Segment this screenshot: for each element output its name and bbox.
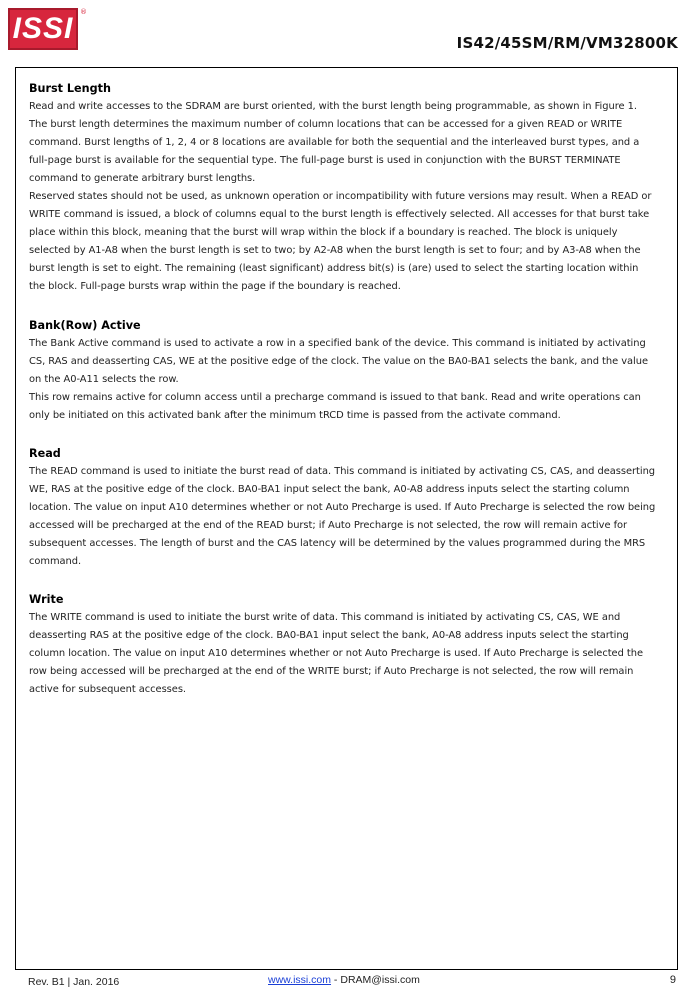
paragraph: The Bank Active command is used to activate a row in a specified bank of the device. This command is initiated by activating CS, RAS and deasserting CAS, WE at the positive edge of the clock. The value on the BA0-BA1 selects the bank, and the value on the A0-A11 selects the row.: [29, 337, 649, 385]
section-write: [29, 592, 657, 699]
footer-contact: [268, 974, 420, 986]
section-heading: Burst Length: [29, 82, 111, 95]
page-number: 9: [669, 974, 676, 986]
section-heading: Write: [29, 593, 64, 607]
website-link[interactable]: www.issi.com: [268, 974, 332, 986]
section-burst-length: [29, 81, 657, 297]
paragraph: Read and write accesses to the SDRAM are burst oriented, with the burst length being programmable, as shown in Figure 1. The burst length determines the maximum number of column locations that can be accessed for a given READ or WRITE command. Burst lengths of 1, 2, 4 or 8 locations are available for both the sequential and the interleaved burst types, and a full-page burst is available for the sequential type. The full-page burst is used in conjunction with the BURST TERMINATE command to generate arbitrary burst lengths.: [29, 101, 640, 185]
document-body: [29, 81, 657, 720]
section-heading: Bank(Row) Active: [29, 318, 141, 332]
issi-logo: [8, 8, 78, 50]
section-heading: Read: [29, 446, 61, 460]
section-read: [29, 446, 657, 571]
contact-email: DRAM@issi.com: [340, 974, 420, 986]
paragraph: This row remains active for column access until a precharge command is issued to that bank. Read and write operations can only be initiated on this activated bank after the minimum tRCD time is passed from the activate command.: [29, 391, 641, 421]
part-number-title: IS42/45SM/RM/VM32800K: [456, 34, 678, 52]
footer-separator: -: [331, 974, 341, 986]
revision-date: Rev. B1 | Jan. 2016: [28, 976, 120, 988]
section-bank-row-active: [29, 318, 657, 425]
paragraph: Reserved states should not be used, as unknown operation or incompatibility with future versions may result. When a READ or WRITE command is issued, a block of columns equal to the burst length is effectively selected. All accesses for that burst take place within this block, meaning that the burst will wrap within the block if a boundary is reached. The block is uniquely selected by A1-A8 when the burst length is set to two; by A2-A8 when the burst length is set to four; and by A3-A8 when the burst length is set to eight. The remaining (least significant) address bit(s) is (are) used to select the starting location within the block. Full-page bursts wrap within the page if the boundary is reached.: [29, 191, 652, 293]
registered-mark: ®: [80, 8, 87, 16]
logo-text: ISSI: [12, 12, 74, 45]
paragraph: The READ command is used to initiate the burst read of data. This command is initiated by activating CS, CAS, and deasserting WE, RAS at the positive edge of the clock. BA0-BA1 input select the bank, A0-A8 address inputs select the starting column location. The value on input A10 determines whether or not Auto Precharge is used. If Auto Precharge is selected the row being accessed will be precharged at the end of the READ burst; if Auto Precharge is not selected, the row will remain active for subsequent accesses. The length of burst and the CAS latency will be determined by the values programmed during the MRS command.: [29, 465, 656, 567]
paragraph: The WRITE command is used to initiate the burst write of data. This command is initiated by activating CS, CAS, WE and deasserting RAS at the positive edge of the clock. BA0-BA1 input select the bank, A0-A8 address inputs select the starting column location. The value on input A10 determines whether or not Auto Precharge is used. If Auto Precharge is selected the row being accessed will be precharged at the end of the WRITE burst; if Auto Precharge is not selected, the row will remain active for subsequent accesses.: [29, 612, 643, 696]
